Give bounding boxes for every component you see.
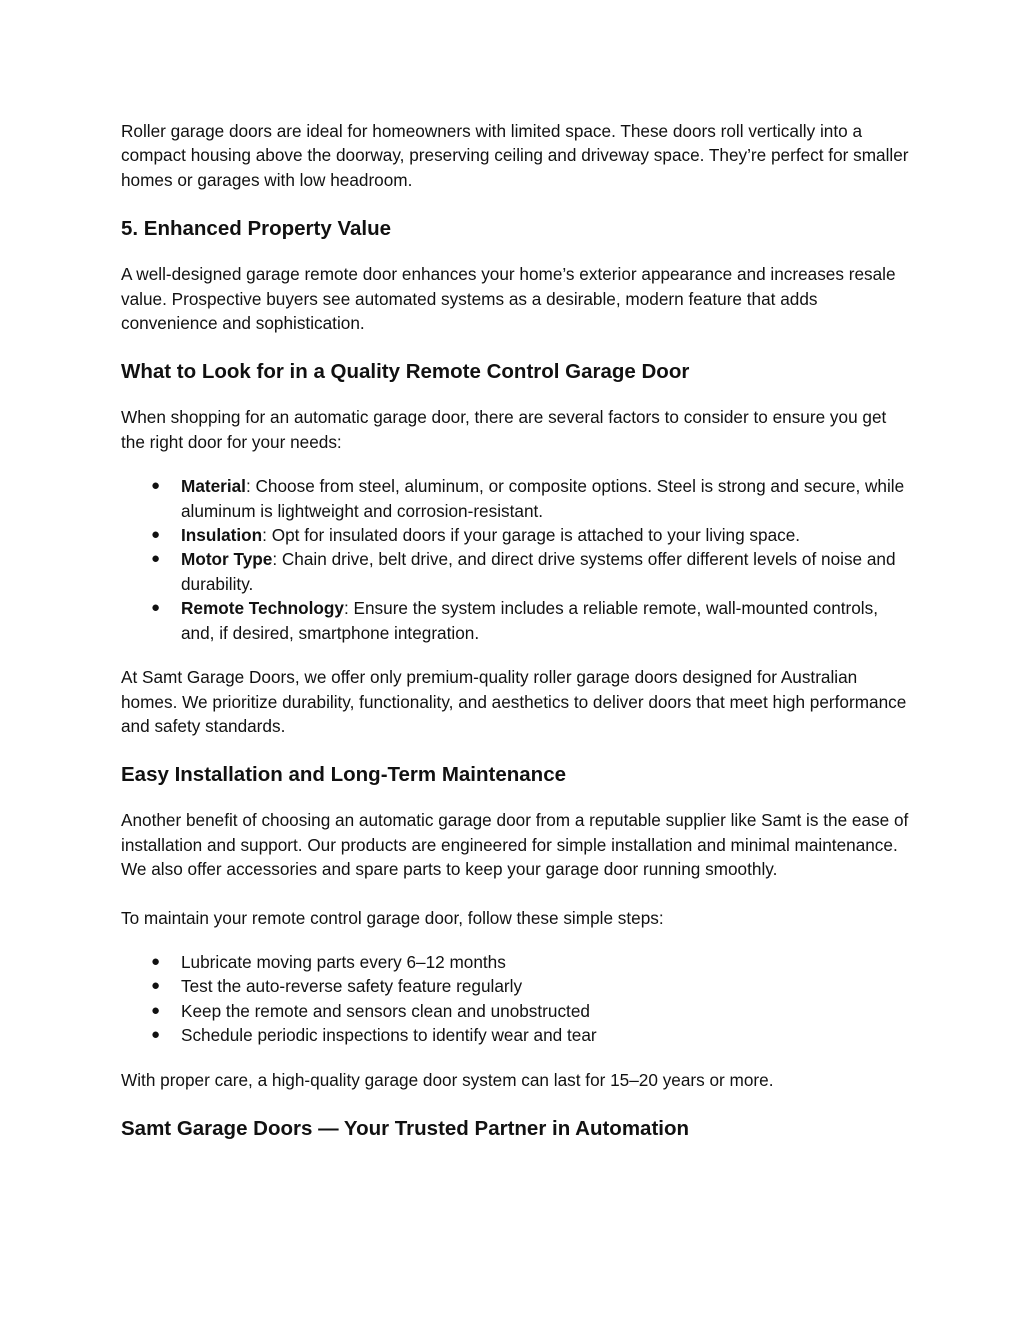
list-item: [121, 950, 911, 974]
factor-term: Remote Technology: [181, 598, 344, 619]
bullet-icon: ●: [151, 599, 161, 617]
factor-text: : Opt for insulated doors if your garage is attached to your living space.: [262, 525, 801, 546]
step-text: Test the auto-reverse safety feature regularly: [181, 976, 523, 997]
bullet-icon: ●: [151, 977, 161, 995]
heading-enhanced-property-value: 5. Enhanced Property Value: [121, 217, 392, 241]
bullet-icon: ●: [151, 477, 161, 495]
quality-factors-list: [121, 474, 911, 645]
list-item: [121, 974, 911, 998]
heading-quality-remote-door: What to Look for in a Quality Remote Control Garage Door: [121, 360, 690, 384]
step-text: Keep the remote and sensors clean and unobstructed: [181, 1000, 590, 1021]
quality-intro-paragraph: When shopping for an automatic garage door, there are several factors to consider to ensure you get the right door for your needs:: [121, 407, 887, 452]
step-text: Lubricate moving parts every 6–12 months: [181, 951, 506, 972]
maintenance-steps-list: [121, 950, 911, 1048]
list-item: [121, 999, 911, 1023]
list-item: [121, 547, 911, 596]
factor-term: Material: [181, 476, 246, 497]
bullet-icon: ●: [151, 1001, 161, 1019]
document-page: [121, 119, 911, 1142]
factor-text: : Choose from steel, aluminum, or composite options. Steel is strong and secure, while aluminum is lightweight and corrosion-resistant.: [181, 476, 905, 521]
bullet-icon: ●: [151, 550, 161, 568]
installation-paragraph: Another benefit of choosing an automatic garage door from a reputable supplier like Samt is the ease of installation and support. Our products are engineered for simple installation and minimal maintenance. We also offer accessories and spare parts to keep your garage door running smoothly.: [121, 810, 909, 880]
factor-term: Insulation: [181, 525, 263, 546]
bullet-icon: ●: [151, 952, 161, 970]
factor-text: : Chain drive, belt drive, and direct drive systems offer different levels of noise and durability.: [181, 549, 896, 594]
maintenance-steps-intro: To maintain your remote control garage door, follow these simple steps:: [121, 907, 664, 928]
heading-trusted-partner: Samt Garage Doors — Your Trusted Partner in Automation: [121, 1116, 690, 1140]
list-item: [121, 596, 911, 645]
samt-offer-paragraph: At Samt Garage Doors, we offer only premium-quality roller garage doors designed for Australian homes. We prioritize durability, functionality, and aesthetics to deliver doors that meet high performance and safety standards.: [121, 667, 907, 736]
intro-paragraph: Roller garage doors are ideal for homeowners with limited space. These doors roll vertically into a compact housing above the doorway, preserving ceiling and driveway space. They’re perfect for smaller homes or garages with low headroom.: [121, 121, 909, 190]
list-item: [121, 1023, 911, 1047]
list-item: [121, 474, 911, 523]
property-value-paragraph: A well-designed garage remote door enhances your home’s exterior appearance and increases resale value. Prospective buyers see automated systems as a desirable, modern feature that adds convenience and sophistication.: [121, 264, 896, 334]
heading-installation-maintenance: Easy Installation and Long-Term Maintenance: [121, 763, 567, 787]
list-item: [121, 523, 911, 547]
bullet-icon: ●: [151, 526, 161, 544]
factor-text: : Ensure the system includes a reliable remote, wall-mounted controls, and, if desired, smartphone integration.: [181, 598, 878, 643]
proper-care-paragraph: With proper care, a high-quality garage door system can last for 15–20 years or more.: [121, 1069, 774, 1090]
factor-term: Motor Type: [181, 549, 273, 570]
step-text: Schedule periodic inspections to identify wear and tear: [181, 1025, 597, 1046]
bullet-icon: ●: [151, 1026, 161, 1044]
